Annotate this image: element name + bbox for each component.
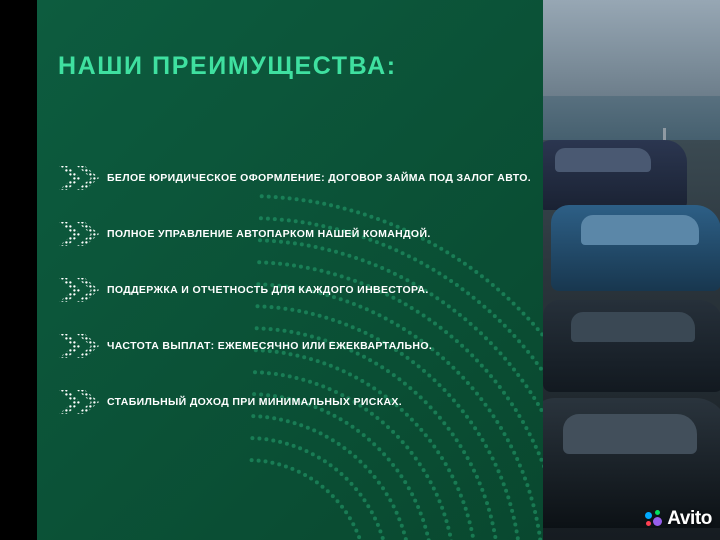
- list-item-label: СТАБИЛЬНЫЙ ДОХОД ПРИ МИНИМАЛЬНЫХ РИСКАХ.: [107, 395, 403, 408]
- page-title: НАШИ ПРЕИМУЩЕСТВА:: [58, 52, 397, 80]
- list-item-label: ПОДДЕРЖКА И ОТЧЕТНОСТЬ ДЛЯ КАЖДОГО ИНВЕСТОРА.: [107, 283, 429, 296]
- double-chevron-icon: [57, 277, 101, 303]
- list-item-label: ПОЛНОЕ УПРАВЛЕНИЕ АВТОПАРКОМ НАШЕЙ КОМАНДОЙ.: [107, 227, 431, 240]
- list-item: [51, 150, 531, 206]
- advantages-list: [51, 150, 531, 430]
- photo-car: [551, 205, 720, 291]
- double-chevron-icon: [57, 333, 101, 359]
- photo-car: [543, 140, 687, 210]
- green-content-panel: [37, 0, 543, 540]
- list-item: [51, 206, 531, 262]
- list-item: [51, 318, 531, 374]
- avito-watermark: [645, 508, 712, 530]
- list-item-label: ЧАСТОТА ВЫПЛАТ: ЕЖЕМЕСЯЧНО ИЛИ ЕЖЕКВАРТАЛЬНО.: [107, 339, 433, 352]
- photo-car: [543, 300, 720, 392]
- list-item: [51, 262, 531, 318]
- list-item-label: БЕЛОЕ ЮРИДИЧЕСКОЕ ОФОРМЛЕНИЕ: ДОГОВОР ЗАЙМА ПОД ЗАЛОГ АВТО.: [107, 171, 532, 184]
- double-chevron-icon: [57, 165, 101, 191]
- avito-label: Avito: [667, 508, 712, 529]
- double-chevron-icon: [57, 221, 101, 247]
- double-chevron-icon: [57, 389, 101, 415]
- photo-water: [543, 96, 720, 140]
- left-black-bar: [0, 0, 37, 540]
- avito-logo-icon: [645, 510, 663, 528]
- list-item: [51, 374, 531, 430]
- photo-sky: [543, 0, 720, 96]
- parking-lot-photo: [543, 0, 720, 540]
